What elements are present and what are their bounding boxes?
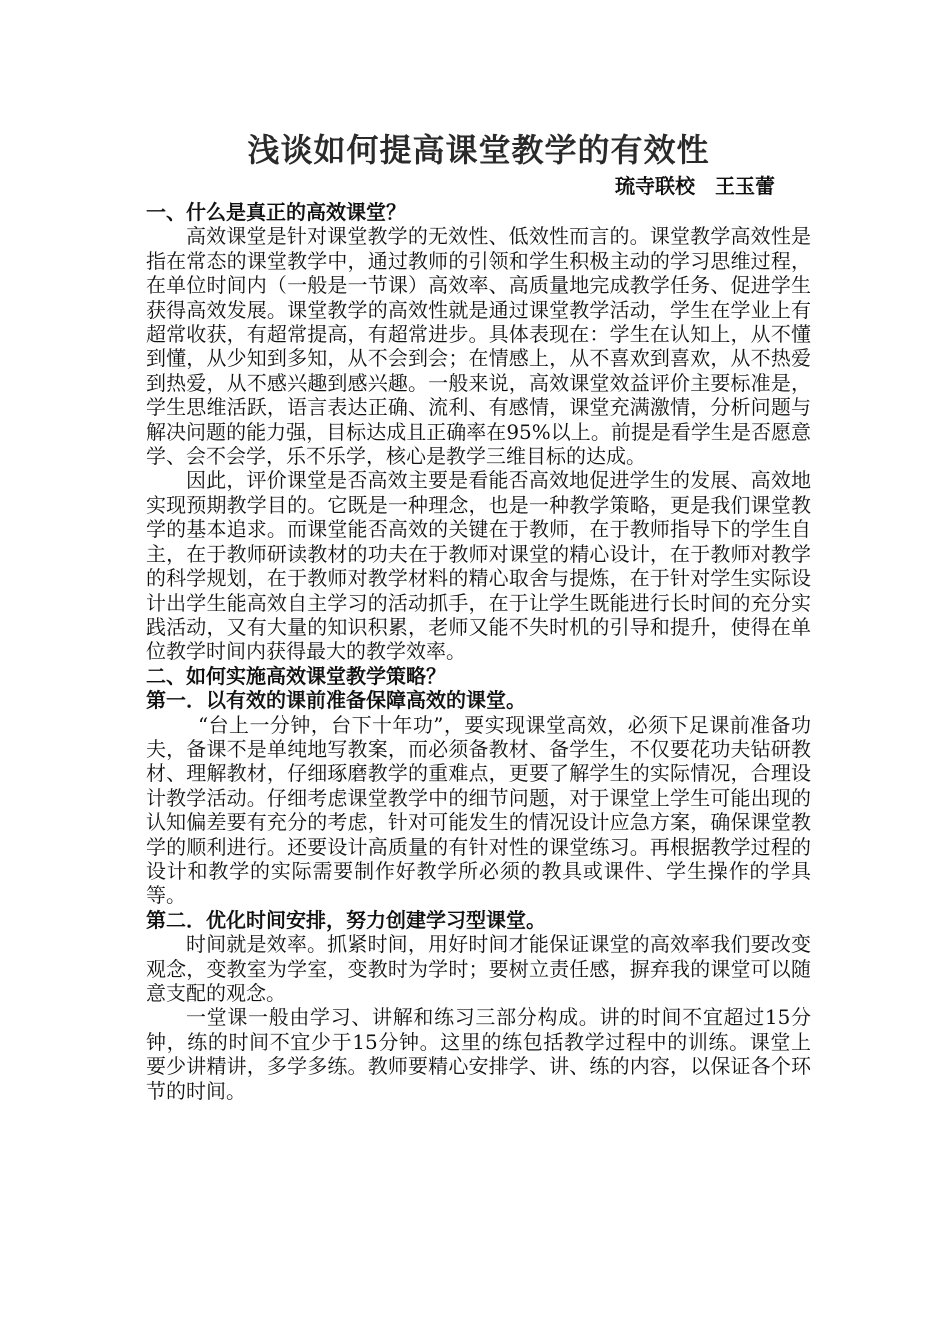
section-1-paragraph-1: 高效课堂是针对课堂教学的无效性、低效性而言的。课堂教学高效性是指在常态的课堂教学中，通过教师的引领和学生积极主动的学习思维过程，在单位时间内（一般是一节课）高效率、高质量地完成教学任务、促进学生获得高效发展。课堂教学的高效性就是通过课堂教学活动，学生在学业上有超常收获，有超常提高，有超常进步。具体表现在：学生在认知上，从不懂到懂，从少知到多知，从不会到会；在情感上，从不喜欢到喜欢，从不热爱到热爱，从不感兴趣到感兴趣。一般来说，高效课堂效益评价主要标准是，学生思维活跃，语言表达正确、流利、有感情，课堂充满激情，分析问题与解决问题的能力强，目标达成且正确率在95%以上。前提是看学生是否愿意学、会不会学，乐不乐学，核心是教学三维目标的达成。	[146, 224, 811, 469]
subsection-2-paragraph-1: 时间就是效率。抓紧时间，用好时间才能保证课堂的高效率我们要改变观念，变教室为学室，变教时为学时；要树立责任感，摒弃我的课堂可以随意支配的观念。	[146, 932, 811, 1005]
subsection-2-heading: 第二．优化时间安排，努力创建学习型课堂。	[146, 907, 546, 932]
author-line: 琉寺联校 王玉蕾	[615, 174, 775, 198]
document-page	[146, 128, 811, 1103]
section-1-heading: 一、什么是真正的高效课堂？	[146, 200, 406, 224]
subsection-1-paragraph-1: “台上一分钟，台下十年功”，要实现课堂高效，必须下足课前准备功夫，备课不是单纯地写教案，而必须备教材、备学生，不仅要花功夫钻研教材、理解教材，仔细琢磨教学的重难点，更要了解学生的实际情况，合理设计教学活动。仔细考虑课堂教学中的细节问题，对于课堂上学生可能出现的认知偏差要有充分的考虑，针对可能发生的情况设计应急方案，确保课堂教学的顺利进行。还要设计高质量的有针对性的课堂练习。再根据教学过程的设计和教学的实际需要制作好教学所必须的教具或课件、学生操作的学具等。	[146, 712, 811, 908]
subsection-2-paragraph-2: 一堂课一般由学习、讲解和练习三部分构成。讲的时间不宜超过15分钟，练的时间不宜少于15分钟。这里的练包括教学过程中的训练。课堂上要少讲精讲，多学多练。教师要精心安排学、讲、练的内容，以保证各个环节的时间。	[146, 1005, 811, 1103]
subsection-1-heading: 第一．以有效的课前准备保障高效的课堂。	[146, 688, 526, 713]
section-2-heading: 二、如何实施高效课堂教学策略？	[146, 663, 446, 688]
section-1-paragraph-2: 因此，评价课堂是否高效主要是看能否高效地促进学生的发展、高效地实现预期教学目的。它既是一种理念，也是一种教学策略，更是我们课堂教学的基本追求。而课堂能否高效的关键在于教师，在于教师指导下的学生自主，在于教师研读教材的功夫在于教师对课堂的精心设计，在于教师对教学的科学规划，在于教师对教学材料的精心取舍与提炼，在于针对学生实际设计出学生能高效自主学习的活动抓手，在于让学生既能进行长时间的充分实践活动，又有大量的知识积累，老师又能不失时机的引导和提升，使得在单位教学时间内获得最大的教学效率。	[146, 468, 811, 664]
document-title: 浅谈如何提高课堂教学的有效性	[247, 131, 710, 169]
